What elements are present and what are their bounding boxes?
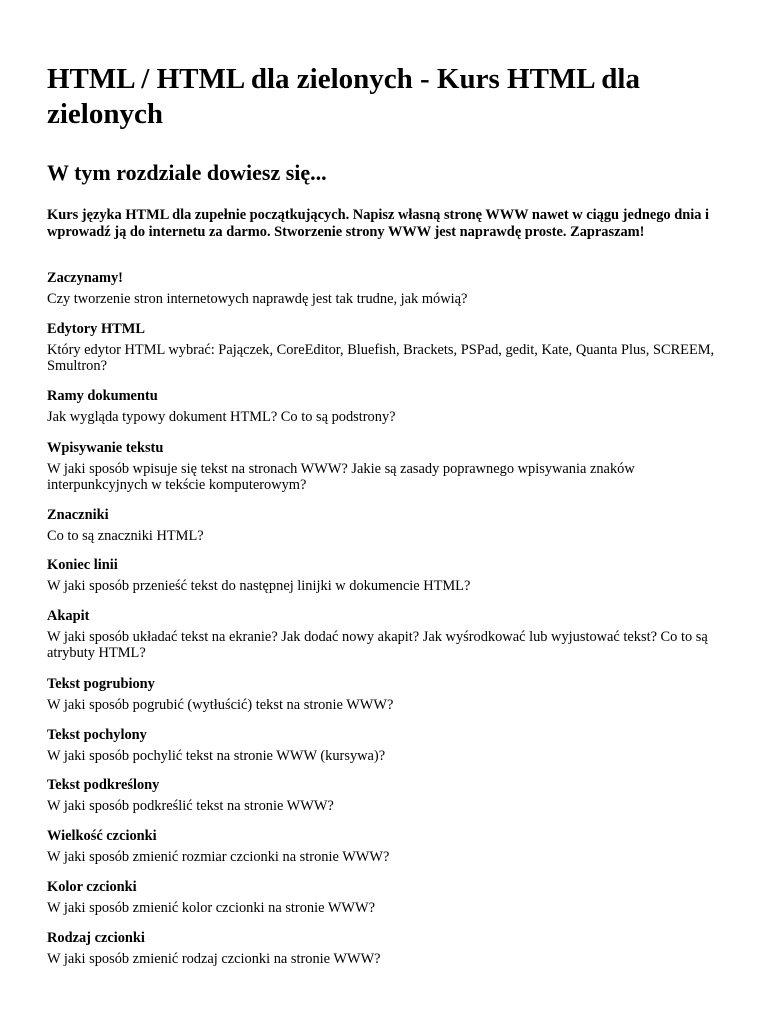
toc-entry-heading: Rodzaj czcionki bbox=[47, 930, 145, 946]
toc-entry-description: W jaki sposób zmienić kolor czcionki na stronie WWW? bbox=[47, 899, 375, 916]
section-subtitle: W tym rozdziale dowiesz się... bbox=[47, 160, 327, 185]
toc-entry-kolor-czcionki bbox=[47, 879, 727, 916]
toc-entry-znaczniki bbox=[47, 507, 727, 544]
toc-entry-zaczynamy bbox=[47, 270, 727, 307]
toc-entry-description: W jaki sposób zmienić rozmiar czcionki na stronie WWW? bbox=[47, 848, 390, 865]
toc-entry-heading: Koniec linii bbox=[47, 557, 118, 573]
toc-entry-wielkosc-czcionki bbox=[47, 828, 727, 865]
toc-entry-description: Który edytor HTML wybrać: Pajączek, CoreEditor, Bluefish, Brackets, PSPad, gedit, Kate, Quanta Plus, SCREEM, Smultron? bbox=[47, 341, 715, 374]
toc-entry-wpisywanie-tekstu bbox=[47, 440, 727, 494]
toc-entry-heading: Edytory HTML bbox=[47, 321, 145, 337]
page-title: HTML / HTML dla zielonych - Kurs HTML dla zielonych bbox=[47, 63, 640, 130]
toc-entry-heading: Znaczniki bbox=[47, 507, 109, 523]
toc-entry-description: W jaki sposób układać tekst na ekranie? Jak dodać nowy akapit? Jak wyśrodkować lub wyjustować tekst? Co to są atrybuty HTML? bbox=[47, 628, 708, 661]
toc-entry-description: W jaki sposób pogrubić (wytłuścić) tekst na stronie WWW? bbox=[47, 696, 394, 713]
toc-entry-rodzaj-czcionki bbox=[47, 930, 727, 967]
toc-entry-description: W jaki sposób przenieść tekst do następnej linijki w dokumencie HTML? bbox=[47, 577, 471, 594]
toc-entry-tekst-pogrubiony bbox=[47, 676, 727, 713]
toc-entry-description: Co to są znaczniki HTML? bbox=[47, 527, 204, 544]
toc-entry-heading: Kolor czcionki bbox=[47, 879, 137, 895]
toc-entry-heading: Tekst pochylony bbox=[47, 727, 147, 743]
toc-entry-description: W jaki sposób podkreślić tekst na stronie WWW? bbox=[47, 797, 334, 814]
toc-entry-heading: Akapit bbox=[47, 608, 90, 624]
toc-entry-heading: Wpisywanie tekstu bbox=[47, 440, 164, 456]
toc-entry-heading: Wielkość czcionki bbox=[47, 828, 157, 844]
toc-entry-description: Czy tworzenie stron internetowych naprawdę jest tak trudne, jak mówią? bbox=[47, 290, 468, 307]
toc-entry-koniec-linii bbox=[47, 557, 727, 594]
toc-entry-description: W jaki sposób zmienić rodzaj czcionki na stronie WWW? bbox=[47, 950, 381, 967]
toc-entry-heading: Tekst podkreślony bbox=[47, 777, 160, 793]
toc-entry-description: W jaki sposób pochylić tekst na stronie WWW (kursywa)? bbox=[47, 747, 386, 764]
toc-entry-tekst-pochylony bbox=[47, 727, 727, 764]
toc-entry-ramy-dokumentu bbox=[47, 388, 727, 425]
toc-entry-edytory-html bbox=[47, 321, 727, 375]
toc-entry-description: Jak wygląda typowy dokument HTML? Co to są podstrony? bbox=[47, 408, 396, 425]
toc-entry-heading: Zaczynamy! bbox=[47, 270, 123, 286]
toc-entry-heading: Ramy dokumentu bbox=[47, 388, 158, 404]
toc-entry-tekst-podkreslony bbox=[47, 777, 727, 814]
toc-entry-heading: Tekst pogrubiony bbox=[47, 676, 155, 692]
toc-entry-description: W jaki sposób wpisuje się tekst na stronach WWW? Jakie są zasady poprawnego wpisywania znaków interpunkcyjnych w tekście komputerowym? bbox=[47, 460, 635, 493]
toc-entry-akapit bbox=[47, 608, 727, 662]
intro-paragraph: Kurs języka HTML dla zupełnie początkujących. Napisz własną stronę WWW nawet w ciągu jednego dnia i wprowadź ją do internetu za darmo. Stworzenie strony WWW jest naprawdę proste. Zapraszam! bbox=[47, 207, 710, 240]
